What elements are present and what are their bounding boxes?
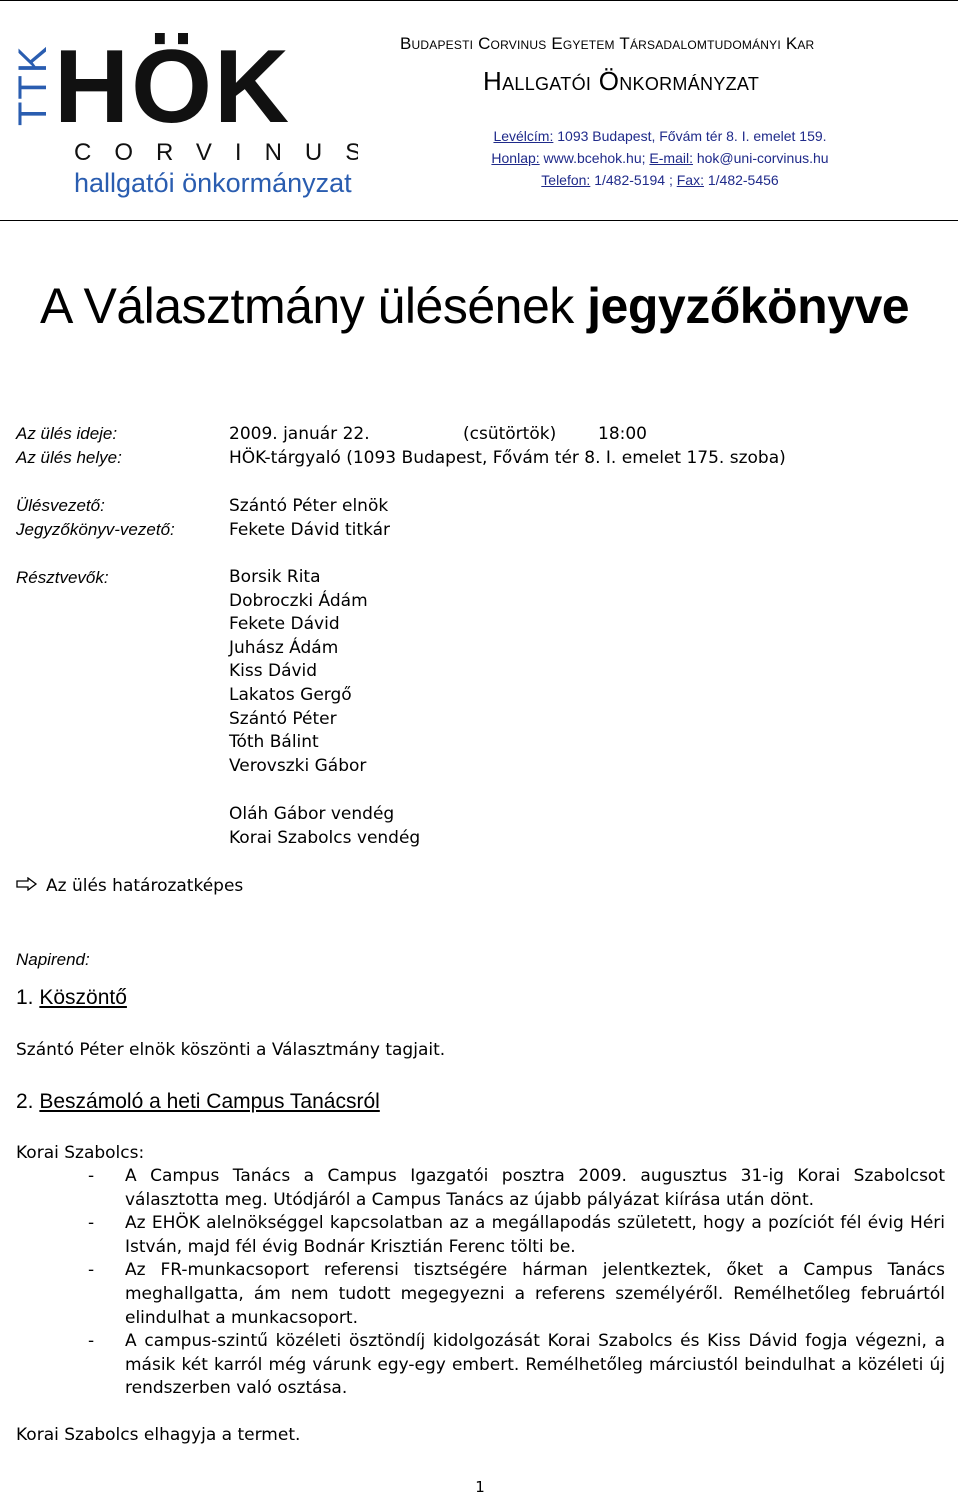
participants-list xyxy=(229,566,368,778)
homepage-label: Honlap: xyxy=(491,150,540,166)
address-label: Levélcím: xyxy=(493,128,554,144)
list-item: Juhász Ádám xyxy=(229,637,339,658)
minutes-keeper-value: Fekete Dávid titkár xyxy=(229,520,391,540)
list-item: Szántó Péter xyxy=(229,708,337,729)
org-name-line2-text: Hallgatói Önkormányzat xyxy=(483,66,760,96)
phone-label: Telefon: xyxy=(541,172,591,188)
chair-value: Szántó Péter elnök xyxy=(229,496,389,516)
agenda-item-1-heading xyxy=(16,986,127,1010)
guests-list xyxy=(229,803,420,850)
hok-corvinus-logo xyxy=(14,14,358,206)
closing-text: Korai Szabolcs elhagyja a termet. xyxy=(16,1425,301,1445)
org-name-line2 xyxy=(483,66,759,97)
date-label: Az ülés ideje: xyxy=(16,424,118,443)
chair-label: Ülésvezető: xyxy=(16,496,105,515)
org-name-line1 xyxy=(400,34,940,54)
date-value xyxy=(229,424,647,444)
quorum-row xyxy=(16,876,243,896)
list-item: Tóth Bálint xyxy=(229,732,319,753)
page-number: 1 xyxy=(475,1478,485,1496)
agenda-item-2-number: 2. xyxy=(16,1090,34,1113)
bullet-text: A campus-szintű közéleti ösztöndíj kidolgozását Korai Szabolcs és Kiss Dávid fogja végezni, a másik két karról még várunk egy-egy embert. Remélhetőleg márciustól beindulhat a közéleti új rendszerben való osztása. xyxy=(125,1331,945,1399)
bullet-text: Az EHÖK alelnökséggel kapcsolatban az a megállapodás született, hogy a pozíciót fél évig Héri István, majd fél évig Bodnár Krisztián Ferenc tölti be. xyxy=(125,1213,945,1257)
agenda-item-2-bullets xyxy=(88,1165,945,1401)
bullet-dash: - xyxy=(88,1166,95,1186)
list-item: Verovszki Gábor xyxy=(229,755,367,776)
list-item: Lakatos Gergő xyxy=(229,684,352,705)
bullet-dash: - xyxy=(88,1260,95,1281)
web-email-line xyxy=(400,150,920,166)
agenda-item-2-title: Beszámoló a heti Campus Tanácsról xyxy=(39,1090,380,1113)
list-item: Kiss Dávid xyxy=(229,661,318,682)
bullet-dash: - xyxy=(88,1331,95,1352)
day-text: (csütörtök) xyxy=(463,424,557,444)
email-link[interactable]: hok@uni-corvinus.hu xyxy=(692,150,829,166)
quorum-text: Az ülés határozatképes xyxy=(46,876,244,896)
phone-value: 1/482-5194 ; xyxy=(590,172,673,188)
document-title xyxy=(40,277,909,335)
bullet-text: Az FR-munkacsoport referensi tisztségére hárman jelentkeztek, őket a Campus Tanács meghallgatta, ám nem tudott megegyezni a referens személyéről. Remélhetőleg februártól elindulhat a munkacsoport. xyxy=(125,1260,945,1328)
title-part1: A Választmány ülésének xyxy=(40,278,588,334)
logo-bottom-text: hallgatói önkormányzat xyxy=(74,168,352,198)
list-item xyxy=(88,1165,945,1212)
list-item: Dobroczki Ádám xyxy=(229,590,368,611)
phone-fax-line xyxy=(400,172,920,188)
date-text: 2009. január 22. xyxy=(229,424,370,444)
list-item: Fekete Dávid xyxy=(229,614,340,635)
fax-value: 1/482-5456 xyxy=(703,172,779,188)
list-item xyxy=(88,1212,945,1259)
email-label: E-mail: xyxy=(649,150,693,166)
logo-sub-text: CORVINUS xyxy=(74,139,358,166)
address-value: 1093 Budapest, Fővám tér 8. I. emelet 159. xyxy=(553,128,827,144)
list-item: Korai Szabolcs vendég xyxy=(229,827,421,848)
logo-main-text: HÖK xyxy=(54,29,292,145)
list-item xyxy=(88,1330,945,1401)
bullet-dash: - xyxy=(88,1213,95,1234)
minutes-keeper-label: Jegyzőkönyv-vezető: xyxy=(16,520,175,539)
org-name-line1-text: Budapesti Corvinus Egyetem Társadalomtudományi Kar xyxy=(400,34,815,53)
list-item: Borsik Rita xyxy=(229,567,321,587)
list-item xyxy=(88,1259,945,1330)
list-item: Oláh Gábor vendég xyxy=(229,804,395,824)
agenda-item-1-number: 1. xyxy=(16,986,34,1009)
place-label: Az ülés helye: xyxy=(16,448,122,467)
agenda-label: Napirend: xyxy=(16,950,90,969)
bullet-text: A Campus Tanács a Campus Igazgatói posztra 2009. augusztus 31-ig Korai Szabolcsot választotta meg. Utódjáról a Campus Tanács az újabb pályázat kiírása után dönt. xyxy=(125,1166,945,1210)
outline-arrow-icon xyxy=(16,876,38,896)
agenda-item-1-title: Köszöntő xyxy=(39,986,127,1009)
title-part2: jegyzőkönyve xyxy=(587,278,910,334)
participants-label: Résztvevők: xyxy=(16,568,109,587)
time-text: 18:00 xyxy=(598,424,647,444)
place-value: HÖK-tárgyaló (1093 Budapest, Fővám tér 8. I. emelet 175. szoba) xyxy=(229,448,786,468)
logo-side-text: TTK xyxy=(14,44,55,126)
address-line xyxy=(400,128,920,144)
fax-label: Fax: xyxy=(676,172,704,188)
agenda-item-2-speaker: Korai Szabolcs: xyxy=(16,1143,145,1163)
agenda-item-2-heading xyxy=(16,1090,380,1114)
agenda-item-1-text: Szántó Péter elnök köszönti a Választmány tagjait. xyxy=(16,1040,446,1060)
homepage-link[interactable]: www.bcehok.hu; xyxy=(539,150,646,166)
